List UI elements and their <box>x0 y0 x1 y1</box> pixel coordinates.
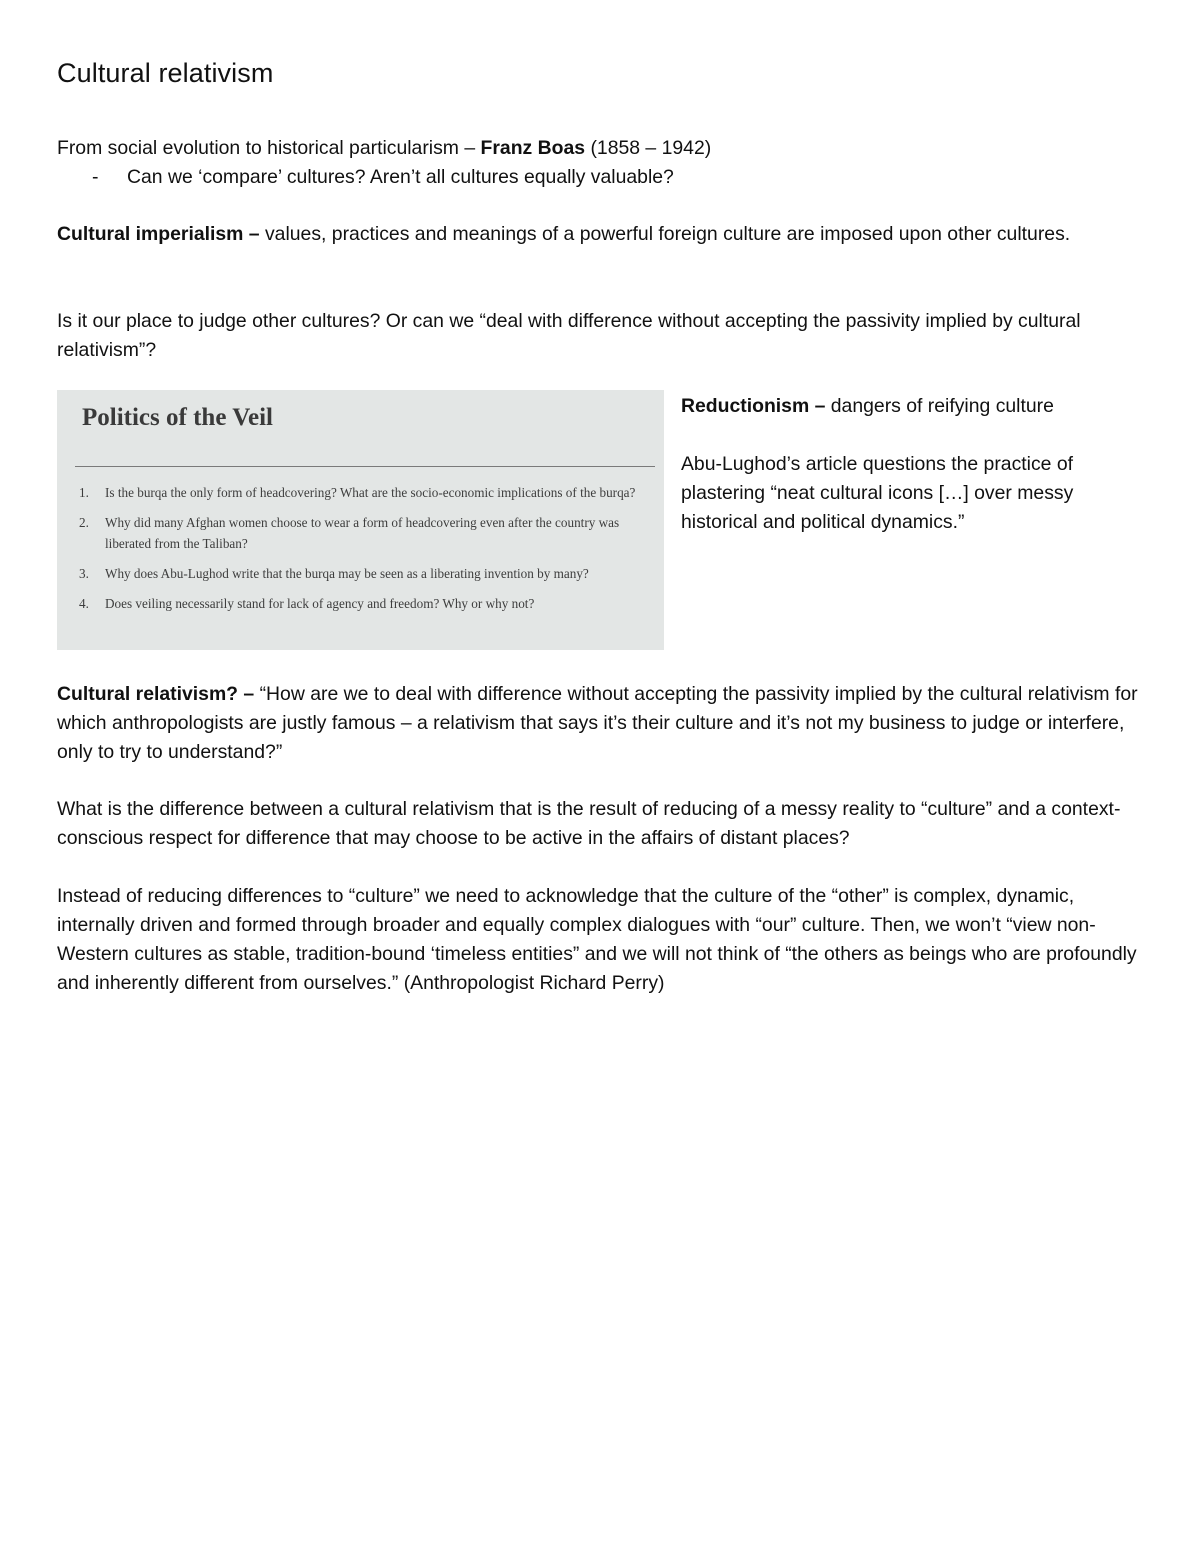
instead-paragraph: Instead of reducing differences to “culture” we need to acknowledge that the culture of the “other” is complex, dynamic, internally driven and formed through broader and equally complex dialogues with “our” culture. Then, we won’t “view non-Western cultures as stable, tradition-bound ‘timeless entities” and we will not think of “the others as beings who are profoundly and inherently different from ourselves.” (Anthropologist Richard Perry) <box>57 885 1137 994</box>
veil-question-text: Does veiling necessarily stand for lack of agency and freedom? Why or why not? <box>105 596 535 611</box>
politics-of-veil-image <box>57 390 664 650</box>
veil-question-number: 3. <box>79 566 89 581</box>
veil-question-number: 4. <box>79 596 89 611</box>
veil-question <box>75 563 640 584</box>
veil-question-text: Why does Abu-Lughod write that the burqa may be seen as a liberating invention by many? <box>105 566 589 581</box>
intro-name: Franz Boas <box>480 137 586 159</box>
relativism-term: Cultural relativism? – <box>57 683 255 705</box>
bullet-text: Can we ‘compare’ cultures? Aren’t all cultures equally valuable? <box>127 166 674 188</box>
difference-paragraph: What is the difference between a cultural relativism that is the result of reducing of a messy reality to “culture” and a context-conscious respect for difference that may choose to be active in the affairs of distant places? <box>57 798 1121 849</box>
reductionism-paragraph <box>681 392 1151 421</box>
veil-question <box>75 482 640 503</box>
veil-title: Politics of the Veil <box>82 404 273 431</box>
veil-question-number: 1. <box>79 485 89 500</box>
bullet-marker: - <box>92 166 99 188</box>
veil-question <box>75 512 640 554</box>
page-title: Cultural relativism <box>57 58 274 88</box>
intro-suffix: (1858 – 1942) <box>585 137 712 159</box>
imperialism-text: values, practices and meanings of a powerful foreign culture are imposed upon other cultures. <box>259 223 1071 245</box>
reductionism-text: dangers of reifying culture <box>825 395 1054 417</box>
veil-question-text: Is the burqa the only form of headcovering? What are the socio-economic implications of the burqa? <box>105 485 636 500</box>
veil-question <box>75 593 640 614</box>
reductionism-term: Reductionism – <box>681 395 826 417</box>
abu-lughod-paragraph: Abu-Lughod’s article questions the practice of plastering “neat cultural icons […] over messy historical and political dynamics.” <box>681 453 1074 533</box>
imperialism-term: Cultural imperialism – <box>57 223 260 245</box>
question-paragraph: Is it our place to judge other cultures? Or can we “deal with difference without accepting the passivity implied by cultural relativism”? <box>57 310 1081 361</box>
veil-question-number: 2. <box>79 515 89 530</box>
imperialism-paragraph <box>57 220 1147 249</box>
veil-divider <box>75 466 655 467</box>
intro-prefix: From social evolution to historical particularism – <box>57 137 481 159</box>
veil-question-list <box>75 482 640 623</box>
relativism-question-paragraph <box>57 680 1147 767</box>
intro-paragraph <box>57 134 1147 163</box>
veil-question-text: Why did many Afghan women choose to wear a form of headcovering even after the country was liberated from the Taliban? <box>105 515 620 551</box>
relativism-text: “How are we to deal with difference without accepting the passivity implied by the cultural relativism for which anthropologists are justly famous – a relativism that says it’s their culture and it’s not my business to judge or interfere, only to try to understand?” <box>57 683 1138 763</box>
